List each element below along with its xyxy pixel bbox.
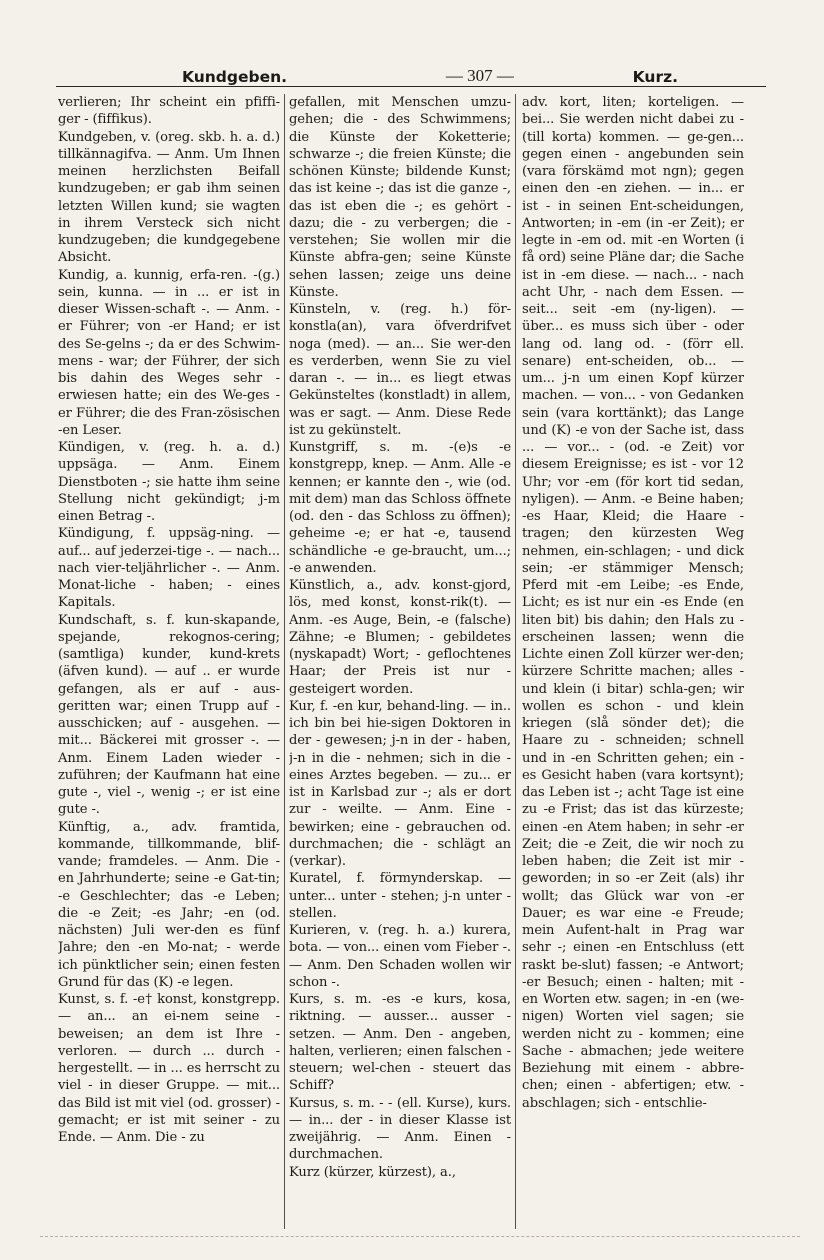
column-middle (289, 94, 511, 1234)
column-middle-text: gefallen, mit Menschen umzu-gehen; die - des Schwimmens; die Künste der Koketterie; schwarze -; die freien Künste; die schönen Künste; bildende Kunst; das ist keine -; das ist die ganze -, das ist eben die -; es gehört - dazu; die - zu verbergen; die - verstehen; Sie wollen mir die Künste abfra-gen; seine Künste sehen lassen; zeige uns deine Künste. Künsteln, v. (reg. h.) för-konstla(an), vara öfverdrifvet noga (med). — an... Sie wer-den es verderben, wenn Sie zu viel daran -. — in... es liegt etwas Gekünsteltes (konstladt) in allem, was er sagt. — Anm. Diese Rede ist zu gekünstelt. Kunstgriff, s. m. -(e)s -e konstgrepp, knep. — Anm. Alle -e kennen; er kannte den -, wie (od. mit dem) man das Schloss öffnete (od. den - das Schloss zu öffnen); geheime -e; er hat -e, tausend schändliche -e ge-braucht, um...; -e anwenden. Künstlich, a., adv. konst-gjord, lös, med konst, konst-rik(t). — Anm. -es Auge, Bein, -e (falsche) Zähne; -e Blumen; - gebildetes (nyskapadt) Wort; - geflochtenes Haar; der Preis ist nur - gesteigert worden. Kur, f. -en kur, behand-ling. — in.. ich bin bei hie-sigen Doktoren in der - gewesen; j-n in der - haben, j-n in die - nehmen; sich in die - eines Arztes begeben. — zu... er ist in Karlsbad zur -; als er dort zur - weilte. — Anm. Eine - bewirken; eine - gebrauchen od. durchmachen; die - schlägt an (verkar). Kuratel, f. förmynderskap. — unter... unter - stehen; j-n unter - stellen. Kurieren, v. (reg. h. a.) kurera, bota. — von... einen vom Fieber -. — Anm. Den Schaden wollen wir schon -. Kurs, s. m. -es -e kurs, kosa, riktning. — ausser... ausser - setzen. — Anm. Den - angeben, halten, verlieren; einen falschen - steuern; wel-chen - steuert das Schiff? Kursus, s. m. - - (ell. Kurse), kurs. — in... der - in dieser Klasse ist zweijährig. — Anm. Einen - durchmachen. Kurz (kürzer, kürzest), a., (289, 95, 511, 1180)
column-left (58, 94, 280, 1234)
page-bottom-edge (40, 1236, 800, 1237)
column-right (522, 94, 744, 1234)
column-left-text: verlieren; Ihr scheint ein pfiffi-ger - (fiffikus). Kundgeben, v. (oreg. skb. h. a. d.) tillkännagifva. — Anm. Um Ihnen meinen herzlichsten Beifall kundzugeben; er gab ihm seinen letzten Willen kund; sie wagten in ihrem Versteck sich nicht kundzugeben; die kundgegebene Absicht. Kundig, a. kunnig, erfa-ren. -(g.) sein, kunna. — in ... er ist in dieser Wissen-schaft -. — Anm. -er Führer; von -er Hand; er ist des Se-gelns -; da er des Schwim-mens - war; der Führer, der sich bis dahin des Weges sehr - erwiesen hatte; ein des We-ges -er Führer; die des Fran-zösischen -en Leser. Kündigen, v. (reg. h. a. d.) uppsäga. — Anm. Einem Dienstboten -; sie hatte ihm seine Stellung nicht gekündigt; j-m einen Betrag -. Kündigung, f. uppsäg-ning. — auf... auf jederzei-tige -. — nach... nach vier-teljährlicher -. — Anm. Monat-liche - haben; - eines Kapitals. Kundschaft, s. f. kun-skapande, spejande, rekognos-cering;(samtliga) kunder, kund-krets (äfven kund). — auf .. er wurde gefangen, als er auf - aus-geritten war; einen Trupp auf - ausschicken; auf - ausgehen. — mit... Bäckerei mit grosser -. — Anm. Einem Laden wieder - zuführen; der Kaufmann hat eine gute -, viel -, wenig -; er ist eine gute -. Künftig, a., adv. framtida, kommande, tillkommande, blif-vande; framdeles. — Anm. Die -en Jahrhunderte; seine -e Gat-tin; -e Geschlechter; das -e Leben; die -e Zeit; -es Jahr; -en (od. nächsten) Juli wer-den es fünf Jahre; den -en Mo-nat; - werde ich pünktlicher sein; einen festen Grund für das (K) -e legen. Kunst, s. f. -e† konst, konstgrepp. — an... an ei-nem seine - beweisen; an dem ist Ihre - verloren. — durch ... durch - hergestellt. — in ... es herrscht zu viel - in dieser Gruppe. — mit... das Bild ist mit viel (od. grosser) - gemacht; er ist mit seiner - zu Ende. — Anm. Die - zu (58, 95, 280, 1145)
page-header (56, 52, 766, 86)
header-last-headword: Kurz. (632, 68, 678, 86)
header-first-headword: Kundgeben. (182, 68, 288, 86)
column-divider-right (515, 94, 516, 1229)
column-divider-left (284, 94, 285, 1229)
header-rule (56, 86, 766, 87)
column-right-text: adv. kort, liten; korteligen. — bei... Sie werden nicht dabei zu - (till korta) kommen. — ge-gen... gegen einen - angebunden sein (vara förskämd mot ngn); gegen einen den -en ziehen. — in... er ist - in seinen Ent-scheidungen, Antworten; in -em (in -er Zeit); er legte in -em od. mit -en Worten (i få ord) seine Pläne dar; die Sache ist in -em diese. — nach... - nach acht Uhr, - nach dem Essen. — seit... seit -em (ny-ligen). — über... es muss sich über - oder lang od. lang od. - (förr ell. senare) ent-scheiden, ob... — um... j-n um einen Kopf kürzer machen. — von... - von Gedanken sein (vara korttänkt); das Lange und (K) -e von der Sache ist, dass ... — vor... - (od. -e Zeit) vor diesem Ereignisse; es ist - vor 12 Uhr; vor -em (för kort tid sedan, nyligen). — Anm. -e Beine haben; -es Haar, Kleid; die Haare - tragen; den kürzesten Weg nehmen, ein-schlagen; - und dick sein; -er stämmiger Mensch; Pferd mit -em Leibe; -es Ende, Licht; es ist nur ein -es Ende (en liten bit) bis dahin; den Hals zu - erscheinen lassen; wenn die Lichte einen Zoll kürzer wer-den; kürzere Schritte machen; alles - und klein (i bitar) schla-gen; wir wollen es schon - und klein kriegen (slå sönder det); die Haare zu - schneiden; schnell und in -en Schritten gehen; ein -es Gesicht haben (vara kortsynt); das Leben ist -; acht Tage ist eine zu -e Frist; das ist das kürzeste; einen -en Atem haben; in sehr -er Zeit; die -e Zeit, die wir noch zu leben haben; die Zeit ist mir - geworden; in so -er Zeit (als) ihr wollt; das Glück war von -er Dauer; es war eine -e Freude; mein Aufent-halt in Prag war sehr -; einen -en Entschluss (ett raskt be-slut) fassen; -e Antwort; -er Besuch; einen - halten; mit -en Worten etw. sagen; in -en (we-nigen) Worten viel sagen; sie werden nicht zu - kommen; eine Sache - abmachen; jede weitere Beziehung mit einem - abbre-chen; einen - abfertigen; etw. - abschlagen; sich - entschlie- (522, 95, 744, 1111)
page-number: — 307 — (445, 66, 514, 85)
